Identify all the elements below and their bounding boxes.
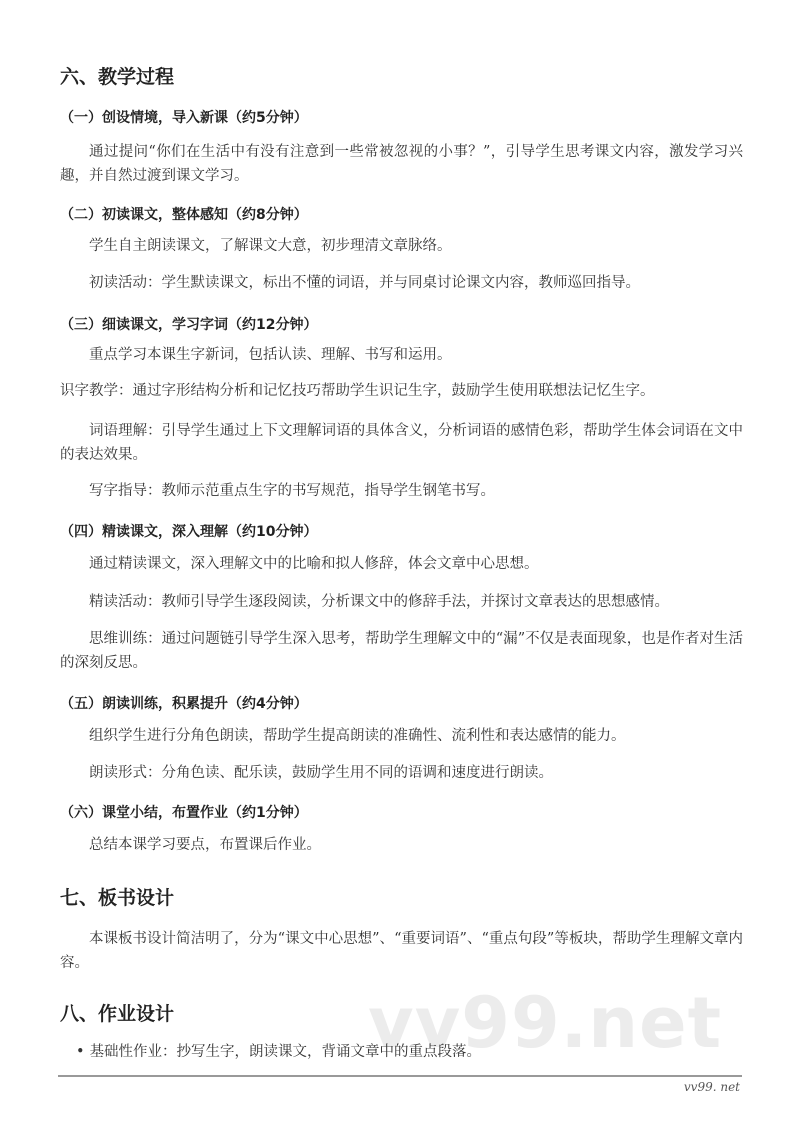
- paragraph: 通过精读课文，深入理解文中的比喻和拟人修辞，体会文章中心思想。: [89, 556, 539, 572]
- subheading-4: （四）精读课文，深入理解（约10分钟）: [60, 524, 318, 540]
- paragraph: 词语理解：引导学生通过上下文理解词语的具体含义，分析词语的感情色彩，帮助学生体会词语在文中的表达效果。: [60, 423, 743, 463]
- paragraph: 学生自主朗读课文，了解课文大意，初步理清文章脉络。: [89, 238, 452, 254]
- paragraph: 思维训练：通过问题链引导学生深入思考，帮助学生理解文中的“漏”不仅是表面现象，也是作者对生活的深刻反思。: [60, 631, 743, 671]
- heading-blackboard-design: 七、板书设计: [60, 887, 175, 909]
- paragraph: 朗读形式：分角色读、配乐读，鼓励学生用不同的语调和速度进行朗读。: [89, 765, 553, 781]
- subheading-1: （一）创设情境，导入新课（约5分钟）: [60, 110, 308, 126]
- subheading-2: （二）初读课文，整体感知（约8分钟）: [60, 207, 308, 223]
- subheading-3: （三）细读课文，学习字词（约12分钟）: [60, 317, 318, 333]
- paragraph: 组织学生进行分角色朗读，帮助学生提高朗读的准确性、流利性和表达感情的能力。: [89, 728, 626, 744]
- subheading-5: （五）朗读训练，积累提升（约4分钟）: [60, 696, 308, 712]
- bullet-icon: •: [76, 1044, 85, 1060]
- list-item-text: 基础性作业：抄写生字，朗读课文，背诵文章中的重点段落。: [89, 1044, 482, 1060]
- footer-divider: [58, 1075, 742, 1077]
- paragraph: 本课板书设计简洁明了，分为“课文中心思想”、“重要词语”、“重点句段”等板块，帮助学生理解文章内容。: [60, 931, 743, 971]
- paragraph: 写字指导：教师示范重点生字的书写规范，指导学生钢笔书写。: [89, 483, 495, 499]
- paragraph: 识字教学：通过字形结构分析和记忆技巧帮助学生识记生字，鼓励学生使用联想法记忆生字。: [60, 383, 655, 399]
- paragraph: 精读活动：教师引导学生逐段阅读，分析课文中的修辞手法，并探讨文章表达的思想感情。: [89, 594, 669, 610]
- heading-teaching-process: 六、教学过程: [60, 66, 175, 88]
- paragraph: 通过提问“你们在生活中有没有注意到一些常被忽视的小事？”，引导学生思考课文内容，激发学习兴趣，并自然过渡到课文学习。: [60, 144, 743, 184]
- footer-site: vv99. net: [683, 1080, 740, 1094]
- paragraph: 总结本课学习要点，布置课后作业。: [89, 837, 321, 853]
- subheading-6: （六）课堂小结，布置作业（约1分钟）: [60, 805, 308, 821]
- paragraph: 初读活动：学生默读课文，标出不懂的词语，并与同桌讨论课文内容，教师巡回指导。: [89, 275, 640, 291]
- heading-homework-design: 八、作业设计: [60, 1003, 175, 1025]
- list-item: [76, 1041, 481, 1064]
- paragraph: 重点学习本课生字新词，包括认读、理解、书写和运用。: [89, 347, 452, 363]
- watermark: vv99.net: [368, 982, 723, 1064]
